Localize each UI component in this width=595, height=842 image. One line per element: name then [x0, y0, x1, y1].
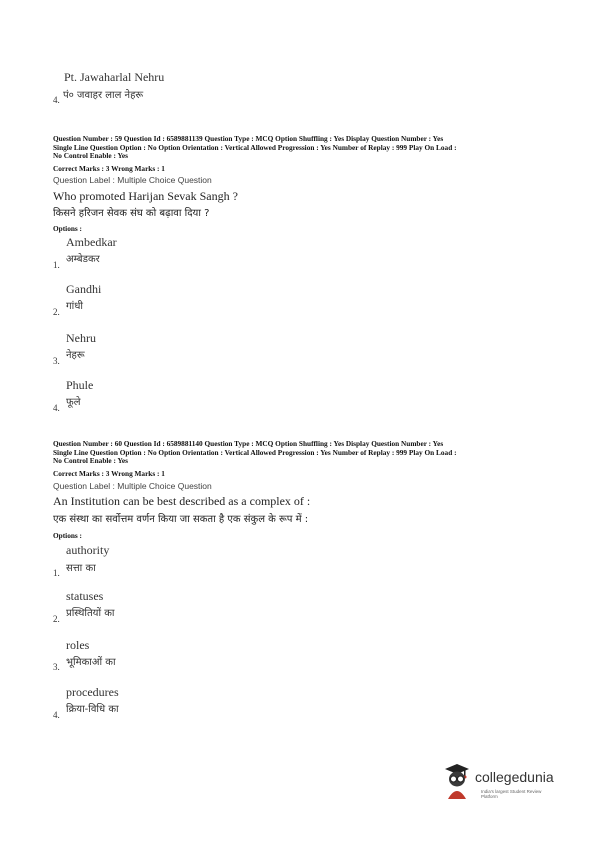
q59-option-1-hi: अम्बेडकर: [66, 254, 100, 265]
q59-option-3-en: Nehru: [66, 331, 96, 345]
q60-option-2-number: 2.: [53, 614, 60, 624]
q59-option-4-en: Phule: [66, 378, 94, 392]
q60-option-3-number: 3.: [53, 662, 60, 672]
q60-options-heading: Options :: [53, 531, 82, 540]
logo-wordmark: collegedunia: [475, 769, 554, 785]
q59-metadata: [53, 135, 553, 161]
prev-option-4-hi: पं० जवाहर लाल नेहरू: [63, 90, 144, 101]
q60-option-4-hi: क्रिया-विधि का: [66, 704, 119, 715]
q59-options-heading: Options :: [53, 224, 82, 233]
q60-meta-line-3: No Control Enable : Yes: [53, 456, 128, 466]
q60-question-text-hi: एक संस्था का सर्वोत्तम वर्णन किया जा सकता है एक संकुल के रूप में :: [53, 514, 309, 525]
collegedunia-logo: [441, 761, 559, 801]
q59-option-3-number: 3.: [53, 356, 60, 366]
q60-metadata: [53, 440, 553, 466]
q59-question-text-en: Who promoted Harijan Sevak Sangh ?: [53, 189, 238, 203]
q59-option-1-en: Ambedkar: [66, 235, 117, 249]
q59-option-2-number: 2.: [53, 307, 60, 317]
q59-option-4-number: 4.: [53, 403, 60, 413]
q60-option-3-en: roles: [66, 638, 90, 652]
q59-question-text-hi: किसने हरिजन सेवक संघ को बढ़ावा दिया ?: [53, 208, 210, 219]
q59-option-4-hi: फूले: [66, 397, 81, 408]
q59-option-3-hi: नेहरू: [66, 350, 85, 361]
q59-meta-line-2: Single Line Question Option : No Option Orientation : Vertical Allowed Progression : Yes Number of Replay : 999 Play On Load :: [53, 142, 457, 152]
q59-question-label: Question Label : Multiple Choice Question: [53, 175, 212, 185]
q60-option-4-number: 4.: [53, 710, 60, 720]
q59-meta-line-3: No Control Enable : Yes: [53, 151, 128, 161]
q59-option-2-hi: गांधी: [66, 301, 83, 312]
q60-option-1-en: authority: [66, 543, 110, 557]
prev-option-4-en: Pt. Jawaharlal Nehru: [64, 70, 165, 84]
q60-option-1-number: 1.: [53, 568, 60, 578]
q60-meta-line-1: Question Number : 60 Question Id : 6589881140 Question Type : MCQ Option Shuffling : Yes Display Question Number : Yes: [53, 439, 444, 448]
q60-question-label: Question Label : Multiple Choice Question: [53, 481, 212, 491]
q60-option-2-en: statuses: [66, 589, 104, 603]
q60-option-1-hi: सत्ता का: [66, 563, 96, 574]
student-mascot-icon: [441, 761, 473, 803]
q59-option-1-number: 1.: [53, 260, 60, 270]
q60-question-text-en: An Institution can be best described as a complex of :: [53, 494, 311, 508]
logo-tagline: India's largest Student Review Platform: [481, 789, 542, 799]
q60-option-3-hi: भूमिकाओं का: [66, 657, 116, 668]
q60-marks: Correct Marks : 3 Wrong Marks : 1: [53, 469, 165, 478]
q60-option-4-en: procedures: [66, 685, 119, 699]
q59-option-2-en: Gandhi: [66, 282, 102, 296]
q59-meta-line-1: Question Number : 59 Question Id : 6589881139 Question Type : MCQ Option Shuffling : Yes Display Question Number : Yes: [53, 134, 444, 143]
q60-option-2-hi: प्रस्थितियों का: [66, 608, 115, 619]
prev-option-4-number: 4.: [53, 95, 60, 105]
q59-marks: Correct Marks : 3 Wrong Marks : 1: [53, 164, 165, 173]
q60-meta-line-2: Single Line Question Option : No Option Orientation : Vertical Allowed Progression : Yes Number of Replay : 999 Play On Load :: [53, 447, 457, 457]
